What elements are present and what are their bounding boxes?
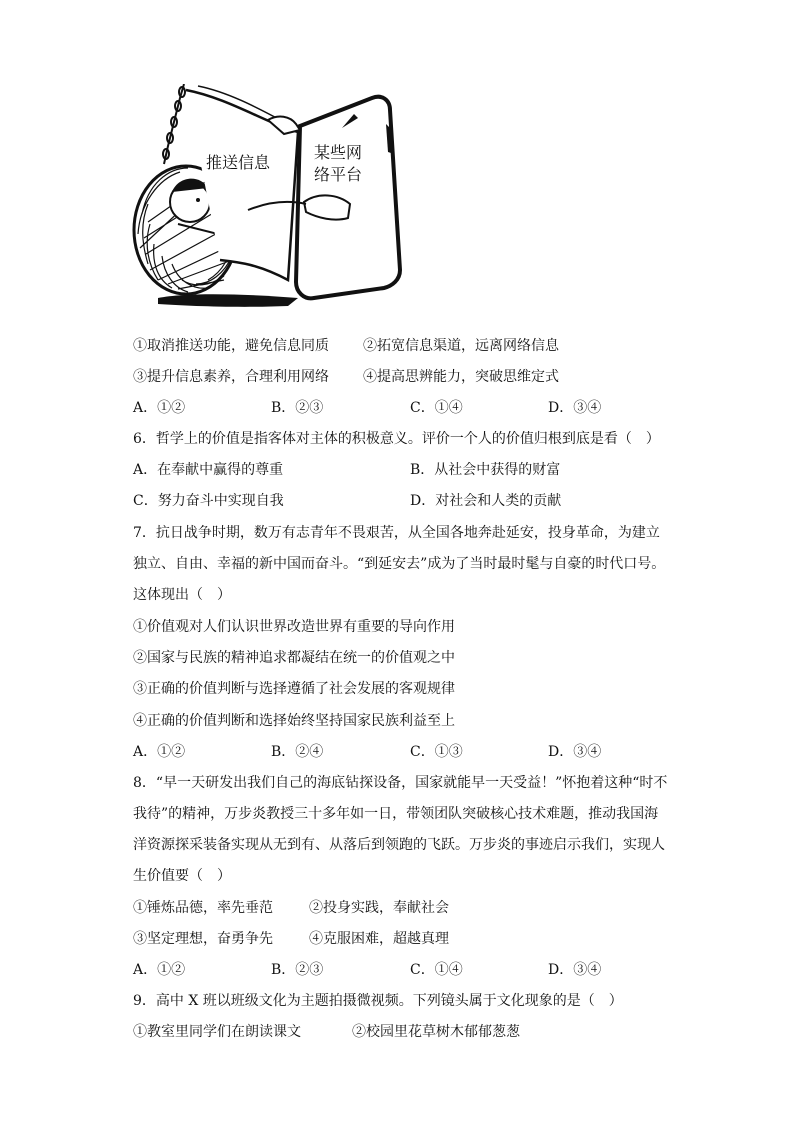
q5-option-2: ②拓宽信息渠道，远离网络信息 xyxy=(363,338,559,354)
book-text: 推送信息 xyxy=(206,155,271,172)
q8-stem-line4: 生价值要（ ） xyxy=(133,868,231,884)
q7-stem-line1: 7．抗日战争时期，数万有志青年不畏艰苦，从全国各地奔赴延安，投身革命，为建立 xyxy=(133,525,660,541)
q5-choice-c[interactable]: C．①④ xyxy=(410,400,463,416)
q9-stem: 9．高中 X 班以班级文化为主题拍摄微视频。下列镜头属于文化现象的是（ ） xyxy=(133,993,623,1009)
q5-choice-b[interactable]: B．②③ xyxy=(271,400,324,416)
q6-stem: 6．哲学上的价值是指客体对主体的积极意义。评价一个人的价值归根到底是看（ ） xyxy=(133,431,660,447)
q7-option-1: ①价值观对人们认识世界改造世界有重要的导向作用 xyxy=(133,619,455,635)
q9-option-2: ②校园里花草树木郁郁葱葱 xyxy=(352,1024,520,1040)
q9-option-1: ①教室里同学们在朗读课文 xyxy=(133,1024,301,1040)
q7-choice-b[interactable]: B．②④ xyxy=(271,744,324,760)
q8-option-2: ②投身实践，奉献社会 xyxy=(309,900,449,916)
q7-choice-a[interactable]: A．①② xyxy=(133,744,186,760)
ground-shadow xyxy=(158,294,298,307)
q7-option-3: ③正确的价值判断与选择遵循了社会发展的客观规律 xyxy=(133,681,455,697)
q7-stem-line3: 这体现出（ ） xyxy=(133,587,231,603)
phone-text-line2: 络平台 xyxy=(314,167,363,184)
q8-option-1: ①锤炼品德，率先垂范 xyxy=(133,900,273,916)
chain xyxy=(163,84,185,164)
q8-choice-b[interactable]: B．②③ xyxy=(271,962,324,978)
q5-option-4: ④提高思辨能力，突破思维定式 xyxy=(363,369,559,385)
q8-option-4: ④克服困难，超越真理 xyxy=(309,931,449,947)
q6-choice-d[interactable]: D．对社会和人类的贡献 xyxy=(410,493,562,509)
q6-choice-c[interactable]: C．努力奋斗中实现自我 xyxy=(133,493,284,509)
q8-choice-c[interactable]: C．①④ xyxy=(410,962,463,978)
q8-stem-line1: 8．“早一天研发出我们自己的海底钻探设备，国家就能早一天受益！”怀抱着这种“时不 xyxy=(133,775,668,791)
q7-option-4: ④正确的价值判断和选择始终坚持国家民族利益至上 xyxy=(133,713,455,729)
q7-choice-c[interactable]: C．①③ xyxy=(410,744,463,760)
q5-option-1: ①取消推送功能，避免信息同质 xyxy=(133,338,329,354)
q5-choice-a[interactable]: A．①② xyxy=(133,400,186,416)
q5-choice-d[interactable]: D．③④ xyxy=(548,400,602,416)
q5-option-3: ③提升信息素养，合理利用网络 xyxy=(133,369,329,385)
phone-text-line1: 某些网 xyxy=(314,145,363,162)
q8-stem-line3: 洋资源探采装备实现从无到有、从落后到领跑的飞跃。万步炎的事迹启示我们，实现人 xyxy=(133,837,665,853)
cartoon-illustration xyxy=(128,84,428,316)
q8-option-3: ③坚定理想，奋勇争先 xyxy=(133,931,273,947)
q8-stem-line2: 我待”的精神，万步炎教授三十多年如一日，带领团队突破核心技术难题，推动我国海 xyxy=(133,806,659,822)
q8-choice-d[interactable]: D．③④ xyxy=(548,962,602,978)
q7-stem-line2: 独立、自由、幸福的新中国而奋斗。“到延安去”成为了当时最时髦与自豪的时代口号。 xyxy=(133,556,666,572)
q6-choice-b[interactable]: B．从社会中获得的财富 xyxy=(410,462,561,478)
q8-choice-a[interactable]: A．①② xyxy=(133,962,186,978)
q6-choice-a[interactable]: A．在奉献中赢得的尊重 xyxy=(133,462,284,478)
q7-option-2: ②国家与民族的精神追求都凝结在统一的价值观之中 xyxy=(133,650,455,666)
q7-choice-d[interactable]: D．③④ xyxy=(548,744,602,760)
